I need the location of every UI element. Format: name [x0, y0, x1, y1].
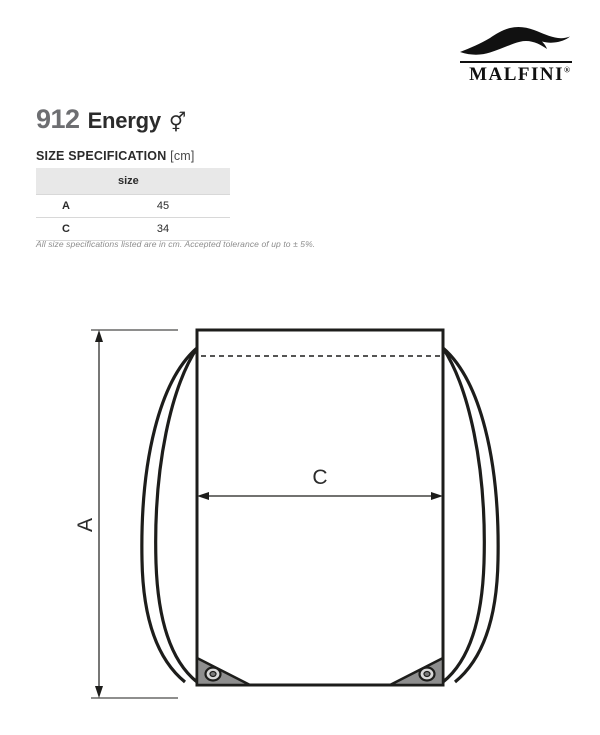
tolerance-note: All size specifications listed are in cm. Accepted tolerance of up to ± 5%. [36, 239, 316, 249]
dimension-label-height: A [74, 517, 97, 533]
spec-heading-text: SIZE SPECIFICATION [36, 149, 167, 163]
brand-name: MALFINI® [469, 64, 570, 85]
dimension-label-width: C [312, 466, 328, 489]
product-name: Energy [87, 108, 161, 133]
brand-rule [460, 61, 572, 63]
product-code: 912 [36, 104, 80, 134]
drawstring-cord-left [142, 348, 197, 682]
size-specification-table [36, 168, 230, 241]
brand-logo [452, 22, 572, 84]
table-row [36, 195, 230, 218]
eyelet-left-hole [210, 672, 216, 677]
size-specification-heading [36, 149, 195, 163]
eyelet-right-hole [424, 672, 430, 677]
drawstring-cord-right [443, 348, 498, 682]
row-label-a: A [36, 195, 96, 218]
unisex-gender-icon: ⚥ [168, 113, 187, 134]
row-label-c: C [36, 218, 96, 241]
table-header-blank [36, 168, 96, 195]
drawstring-bag-diagram [0, 320, 600, 735]
table-header-size: size [96, 168, 230, 195]
page-title [36, 104, 186, 135]
row-value-c: 34 [96, 218, 230, 241]
eagle-logo-icon [456, 22, 572, 58]
spec-unit-label: [cm] [170, 149, 195, 163]
table-row [36, 218, 230, 241]
dimension-line-height [91, 330, 178, 698]
table-header-row [36, 168, 230, 195]
bag-body [197, 330, 443, 685]
row-value-a: 45 [96, 195, 230, 218]
